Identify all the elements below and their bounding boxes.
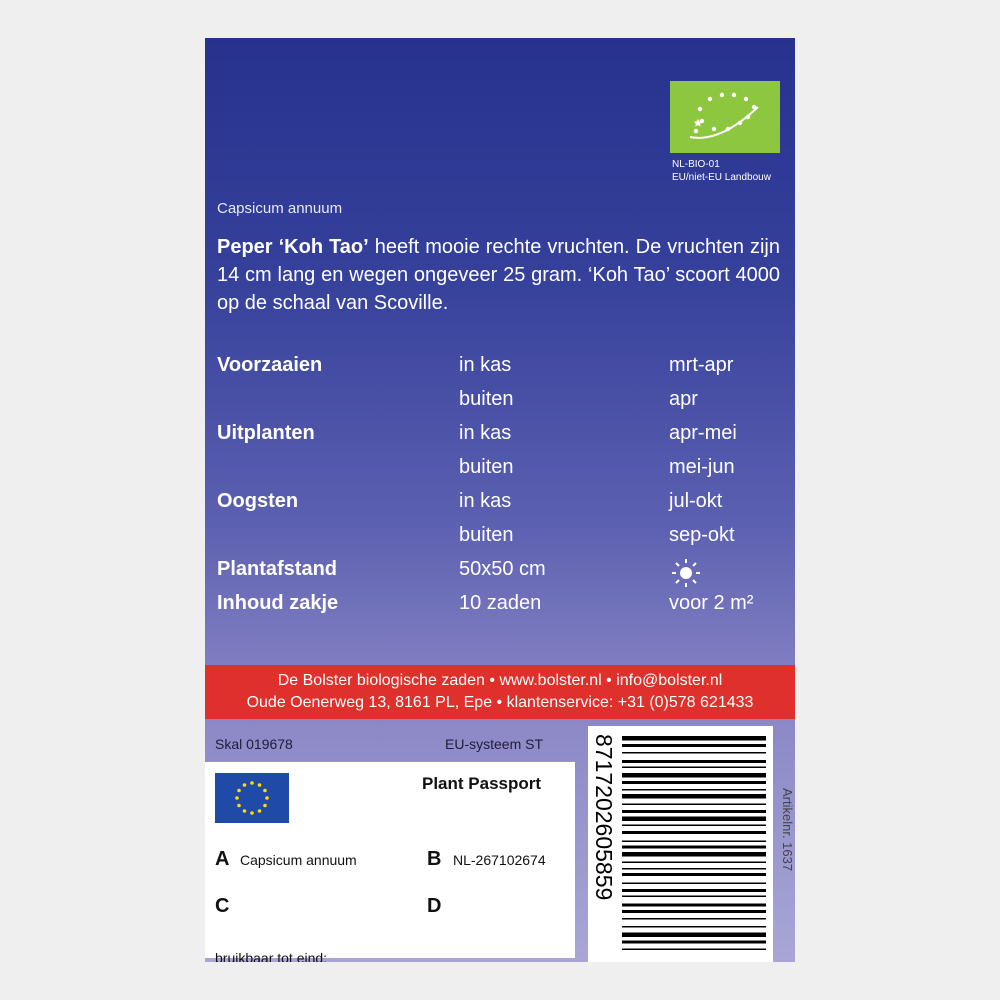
passport-d-letter: D xyxy=(427,895,442,917)
eu-star xyxy=(237,804,241,808)
barcode-bar xyxy=(622,868,766,870)
schedule-location: in kas xyxy=(459,422,512,444)
schedule-location: in kas xyxy=(459,354,512,376)
barcode-bar xyxy=(622,752,766,754)
eu-star xyxy=(263,789,267,793)
barcode-bar xyxy=(622,773,766,778)
eu-star xyxy=(258,809,262,813)
schedule-row xyxy=(217,456,787,490)
leaf-star xyxy=(720,93,724,97)
schedule-location: buiten xyxy=(459,524,514,546)
skal-number: Skal 019678 xyxy=(215,736,293,752)
schedule-label: Uitplanten xyxy=(217,422,315,444)
barcode-bar xyxy=(622,825,766,827)
barcode-bar xyxy=(622,831,766,834)
leaf-star xyxy=(698,107,702,111)
passport-b-letter: B xyxy=(427,848,442,870)
sowing-schedule xyxy=(217,354,787,626)
latin-name: Capsicum annuum xyxy=(217,200,343,217)
barcode-bar xyxy=(622,817,766,822)
eu-flag-icon xyxy=(215,773,289,823)
barcode-bar xyxy=(622,862,766,864)
organic-code-line2: EU/niet-EU Landbouw xyxy=(672,172,771,183)
barcode-bar xyxy=(622,904,766,907)
schedule-period: mrt-apr xyxy=(669,354,734,376)
schedule-row xyxy=(217,490,787,524)
plant-passport xyxy=(205,761,575,958)
barcode-bar xyxy=(622,918,766,920)
passport-a-value: Capsicum annuum xyxy=(240,852,357,868)
eu-star xyxy=(250,811,254,815)
contact-line2: Oude Oenerweg 13, 8161 PL, Epe • klantenservice: +31 (0)578 621433 xyxy=(246,694,754,711)
schedule-location: in kas xyxy=(459,490,512,512)
eu-organic-leaf-icon xyxy=(670,81,780,153)
barcode-bar xyxy=(622,744,766,747)
best-before-label: bruikbaar tot eind: xyxy=(215,950,328,962)
passport-title: Plant Passport xyxy=(422,774,542,793)
eu-star xyxy=(243,783,247,787)
barcode-bar xyxy=(622,767,766,769)
barcode-bar xyxy=(622,789,766,791)
eu-star xyxy=(265,796,269,800)
leaf-star xyxy=(712,127,716,131)
schedule-period: sep-okt xyxy=(669,524,735,546)
contact-band xyxy=(205,665,795,719)
barcode-bar xyxy=(622,910,766,913)
contact-line1: De Bolster biologische zaden • www.bolster.nl • info@bolster.nl xyxy=(277,672,723,689)
schedule-period: apr xyxy=(669,388,698,410)
eu-star xyxy=(243,809,247,813)
leaf-star xyxy=(708,97,712,101)
schedule-row xyxy=(217,558,787,592)
barcode-bar xyxy=(622,949,766,951)
variety-name: Peper ‘Koh Tao’ xyxy=(217,236,369,258)
barcode-icon xyxy=(588,726,773,962)
schedule-row xyxy=(217,592,787,626)
schedule-row xyxy=(217,354,787,388)
eu-system: EU-systeem ST xyxy=(445,736,544,752)
barcode xyxy=(588,726,773,962)
organic-code-line1: NL-BIO-01 xyxy=(672,159,720,170)
barcode-bar xyxy=(622,810,766,813)
leaf-star xyxy=(700,119,704,123)
eu-star xyxy=(263,804,267,808)
barcode-bar xyxy=(622,883,766,885)
schedule-row xyxy=(217,388,787,422)
leaf-star xyxy=(694,129,698,133)
schedule-period: voor 2 m² xyxy=(669,592,754,614)
barcode-bar xyxy=(622,841,766,843)
schedule-location: 50x50 cm xyxy=(459,558,546,580)
schedule-period: jul-okt xyxy=(669,490,723,512)
schedule-period: apr-mei xyxy=(669,422,737,444)
article-number: Artikelnr. 1637 xyxy=(780,788,795,872)
schedule-row xyxy=(217,524,787,558)
schedule-label: Oogsten xyxy=(217,490,299,512)
leaf-star xyxy=(732,93,736,97)
schedule-location: buiten xyxy=(459,456,514,478)
barcode-bar xyxy=(622,781,766,784)
barcode-bar xyxy=(622,941,766,944)
barcode-bar xyxy=(622,873,766,876)
leaf-star xyxy=(744,97,748,101)
schedule-row xyxy=(217,422,787,456)
schedule-location: buiten xyxy=(459,388,514,410)
barcode-number: 8717202605859 xyxy=(591,734,617,901)
barcode-bar xyxy=(622,889,766,892)
barcode-bar xyxy=(622,794,766,799)
passport-c-letter: C xyxy=(215,895,230,917)
barcode-bar xyxy=(622,933,766,938)
passport-b-value: NL-267102674 xyxy=(453,852,546,868)
barcode-bar xyxy=(622,760,766,763)
schedule-period: mei-jun xyxy=(669,456,735,478)
passport-a-letter: A xyxy=(215,848,230,870)
description-text: heeft mooie rechte vruchten. De vruchten zijn 14 cm lang en wegen ongeveer 25 gram. ‘Koh Tao’ scoort 4000 op de schaal van Scoville. xyxy=(217,236,780,314)
barcode-bar xyxy=(622,736,766,741)
eu-star xyxy=(258,783,262,787)
schedule-location: 10 zaden xyxy=(459,592,542,614)
sun-icon xyxy=(669,558,703,588)
barcode-bar xyxy=(622,804,766,806)
barcode-bar xyxy=(622,846,766,849)
eu-star xyxy=(250,781,254,785)
schedule-label: Voorzaaien xyxy=(217,354,323,376)
barcode-bar xyxy=(622,926,766,928)
eu-star xyxy=(235,796,239,800)
schedule-label: Plantafstand xyxy=(217,558,338,580)
schedule-label: Inhoud zakje xyxy=(217,592,339,614)
barcode-bar xyxy=(622,896,766,898)
organic-code xyxy=(672,158,771,184)
barcode-bar xyxy=(622,852,766,857)
eu-star xyxy=(237,789,241,793)
seed-packet-back xyxy=(205,38,795,962)
description xyxy=(217,233,780,317)
